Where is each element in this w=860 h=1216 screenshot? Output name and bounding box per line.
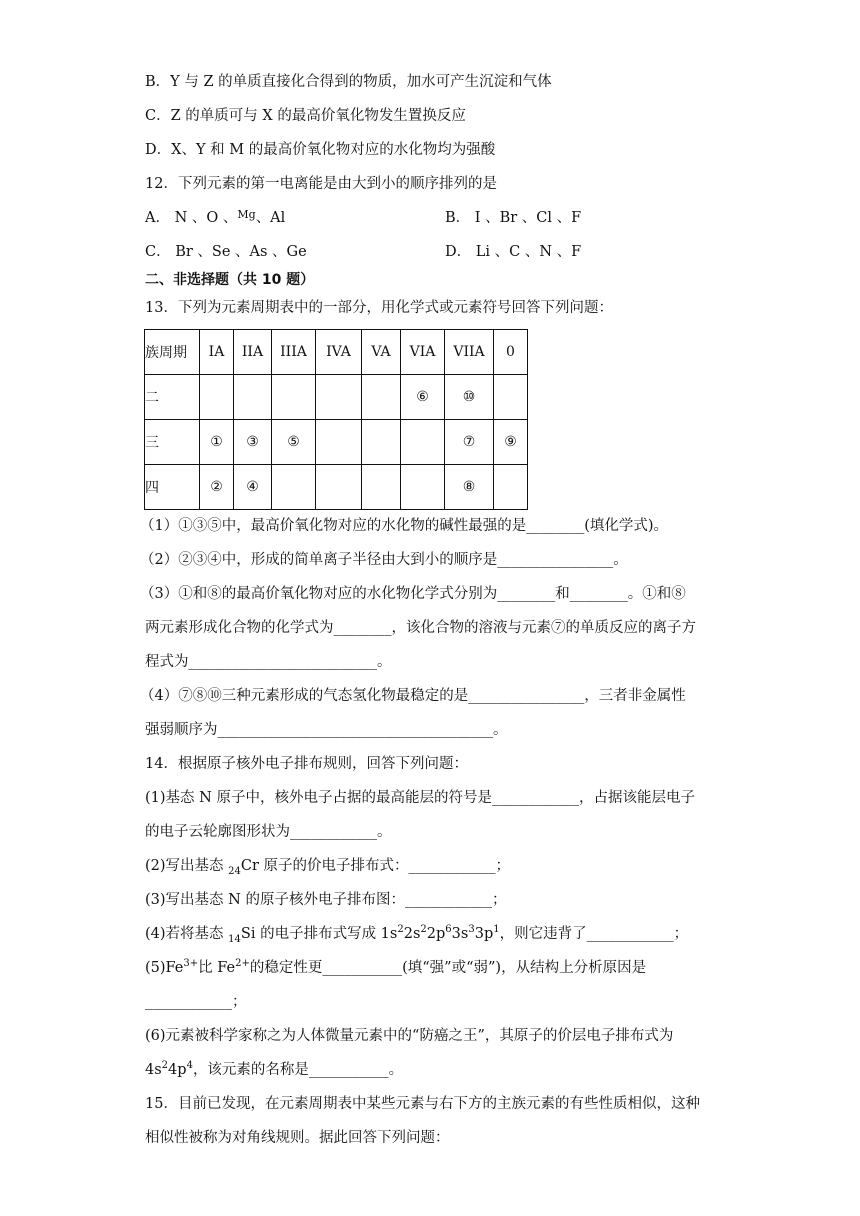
q13-part-3a: （3）①和⑧的最高价氧化物对应的水化物化学式分别为________和________。①和⑧ [140,586,686,602]
table-cell [362,375,401,420]
q14-part-5b: ____________； [145,994,247,1010]
q14-part-6a: (6)元素被科学家称之为人体微量元素中的“防癌之王”，其原子的价层电子排布式为 [145,1028,674,1044]
table-cell: IVA [316,330,362,375]
periodic-table [144,329,528,510]
q14-part-1a: (1)基态 N 原子中，核外电子占据的最高能层的符号是____________，占据该能层电子 [145,790,695,806]
option-c: C．Z 的单质可与 X 的最高价氧化物发生置换反应 [145,108,466,124]
table-row [145,465,528,510]
table-cell: ① [200,420,234,465]
table-header-row [145,330,528,375]
table-cell [401,465,445,510]
question-14: 14．根据原子核外电子排布规则，回答下列问题： [145,756,468,772]
table-cell: 二 [145,375,200,420]
question-15a: 15．目前已发现，在元素周期表中某些元素与右下方的主族元素的有些性质相似，这种 [145,1096,700,1112]
question-15b: 相似性被称为对角线规则。据此回答下列问题： [145,1130,450,1146]
table-cell: ④ [234,465,272,510]
table-cell [200,375,234,420]
q14-part-1b: 的电子云轮廓图形状为____________。 [145,824,392,840]
table-cell: VIIA [445,330,494,375]
table-cell: 三 [145,420,200,465]
table-cell [234,375,272,420]
option-b: B．Y 与 Z 的单质直接化合得到的物质，加水可产生沉淀和气体 [145,74,552,90]
table-cell: ⑧ [445,465,494,510]
table-cell [316,465,362,510]
q13-part-3c: 程式为__________________________。 [145,654,392,670]
q12-option-c: C． Br 、Se 、As 、Ge [145,244,307,260]
q12-option-d: D． Li 、C 、N 、F [445,244,582,260]
section-title: 二、非选择题（共 10 题） [145,272,315,288]
table-row [145,375,528,420]
q14-part-5a: $(5)Fe^{3+}$比 $Fe^{2+}$的稳定性更___________(填“强”或“弱”)，从结构上分析原因是 [145,958,647,976]
q14-part-3: (3)写出基态 N 的原子核外电子排布图：____________； [145,892,507,908]
table-cell: ⑨ [494,420,528,465]
table-cell: ⑦ [445,420,494,465]
table-cell: ⑥ [401,375,445,420]
q13-part-2: （2）②③④中，形成的简单离子半径由大到小的顺序是________________。 [140,552,628,568]
q13-part-4b: 强弱顺序为______________________________________。 [145,722,508,738]
table-cell: IIA [234,330,272,375]
table-cell: 族周期 [145,330,200,375]
table-cell [494,465,528,510]
q13-part-1: （1）①③⑤中，最高价氧化物对应的水化物的碱性最强的是________(填化学式)。 [140,518,669,534]
table-cell: ③ [234,420,272,465]
table-cell [316,375,362,420]
q14-part-2: (2)写出基态 $_{24}$Cr 原子的价电子排布式：____________； [145,858,511,877]
q14-part-4: (4)若将基态 $_{14}$Si 的电子排布式写成 $1s^22s^22p^63s^33p^1$，则它违背了____________； [145,924,689,945]
table-cell: ⑩ [445,375,494,420]
table-cell: VIA [401,330,445,375]
table-cell: ② [200,465,234,510]
table-row [145,420,528,465]
table-cell [272,375,316,420]
table-cell [401,420,445,465]
q13-part-4a: （4）⑦⑧⑩三种元素形成的气态氢化物最稳定的是________________，三者非金属性 [140,688,686,704]
q13-part-3b: 两元素形成化合物的化学式为________，该化合物的溶液与元素⑦的单质反应的离子方 [145,620,696,636]
q14-part-6b: $4s^24p^4$，该元素的名称是___________。 [145,1060,404,1078]
table-cell: VA [362,330,401,375]
option-d: D．X、Y 和 M 的最高价氧化物对应的水化物均为强酸 [145,142,496,158]
q12-option-a: A． N 、O 、$^{Mg}$、Al [145,208,286,226]
table-cell: ⑤ [272,420,316,465]
table-cell [362,420,401,465]
question-12: 12．下列元素的第一电离能是由大到小的顺序排列的是 [145,176,497,192]
table-cell: IA [200,330,234,375]
table-cell: IIIA [272,330,316,375]
table-cell [316,420,362,465]
table-cell [272,465,316,510]
table-cell [362,465,401,510]
q12-option-b: B． I 、Br 、Cl 、F [445,210,582,226]
table-cell [494,375,528,420]
question-13: 13．下列为元素周期表中的一部分，用化学式或元素符号回答下列问题： [145,300,613,316]
table-cell: 四 [145,465,200,510]
table-cell: 0 [494,330,528,375]
